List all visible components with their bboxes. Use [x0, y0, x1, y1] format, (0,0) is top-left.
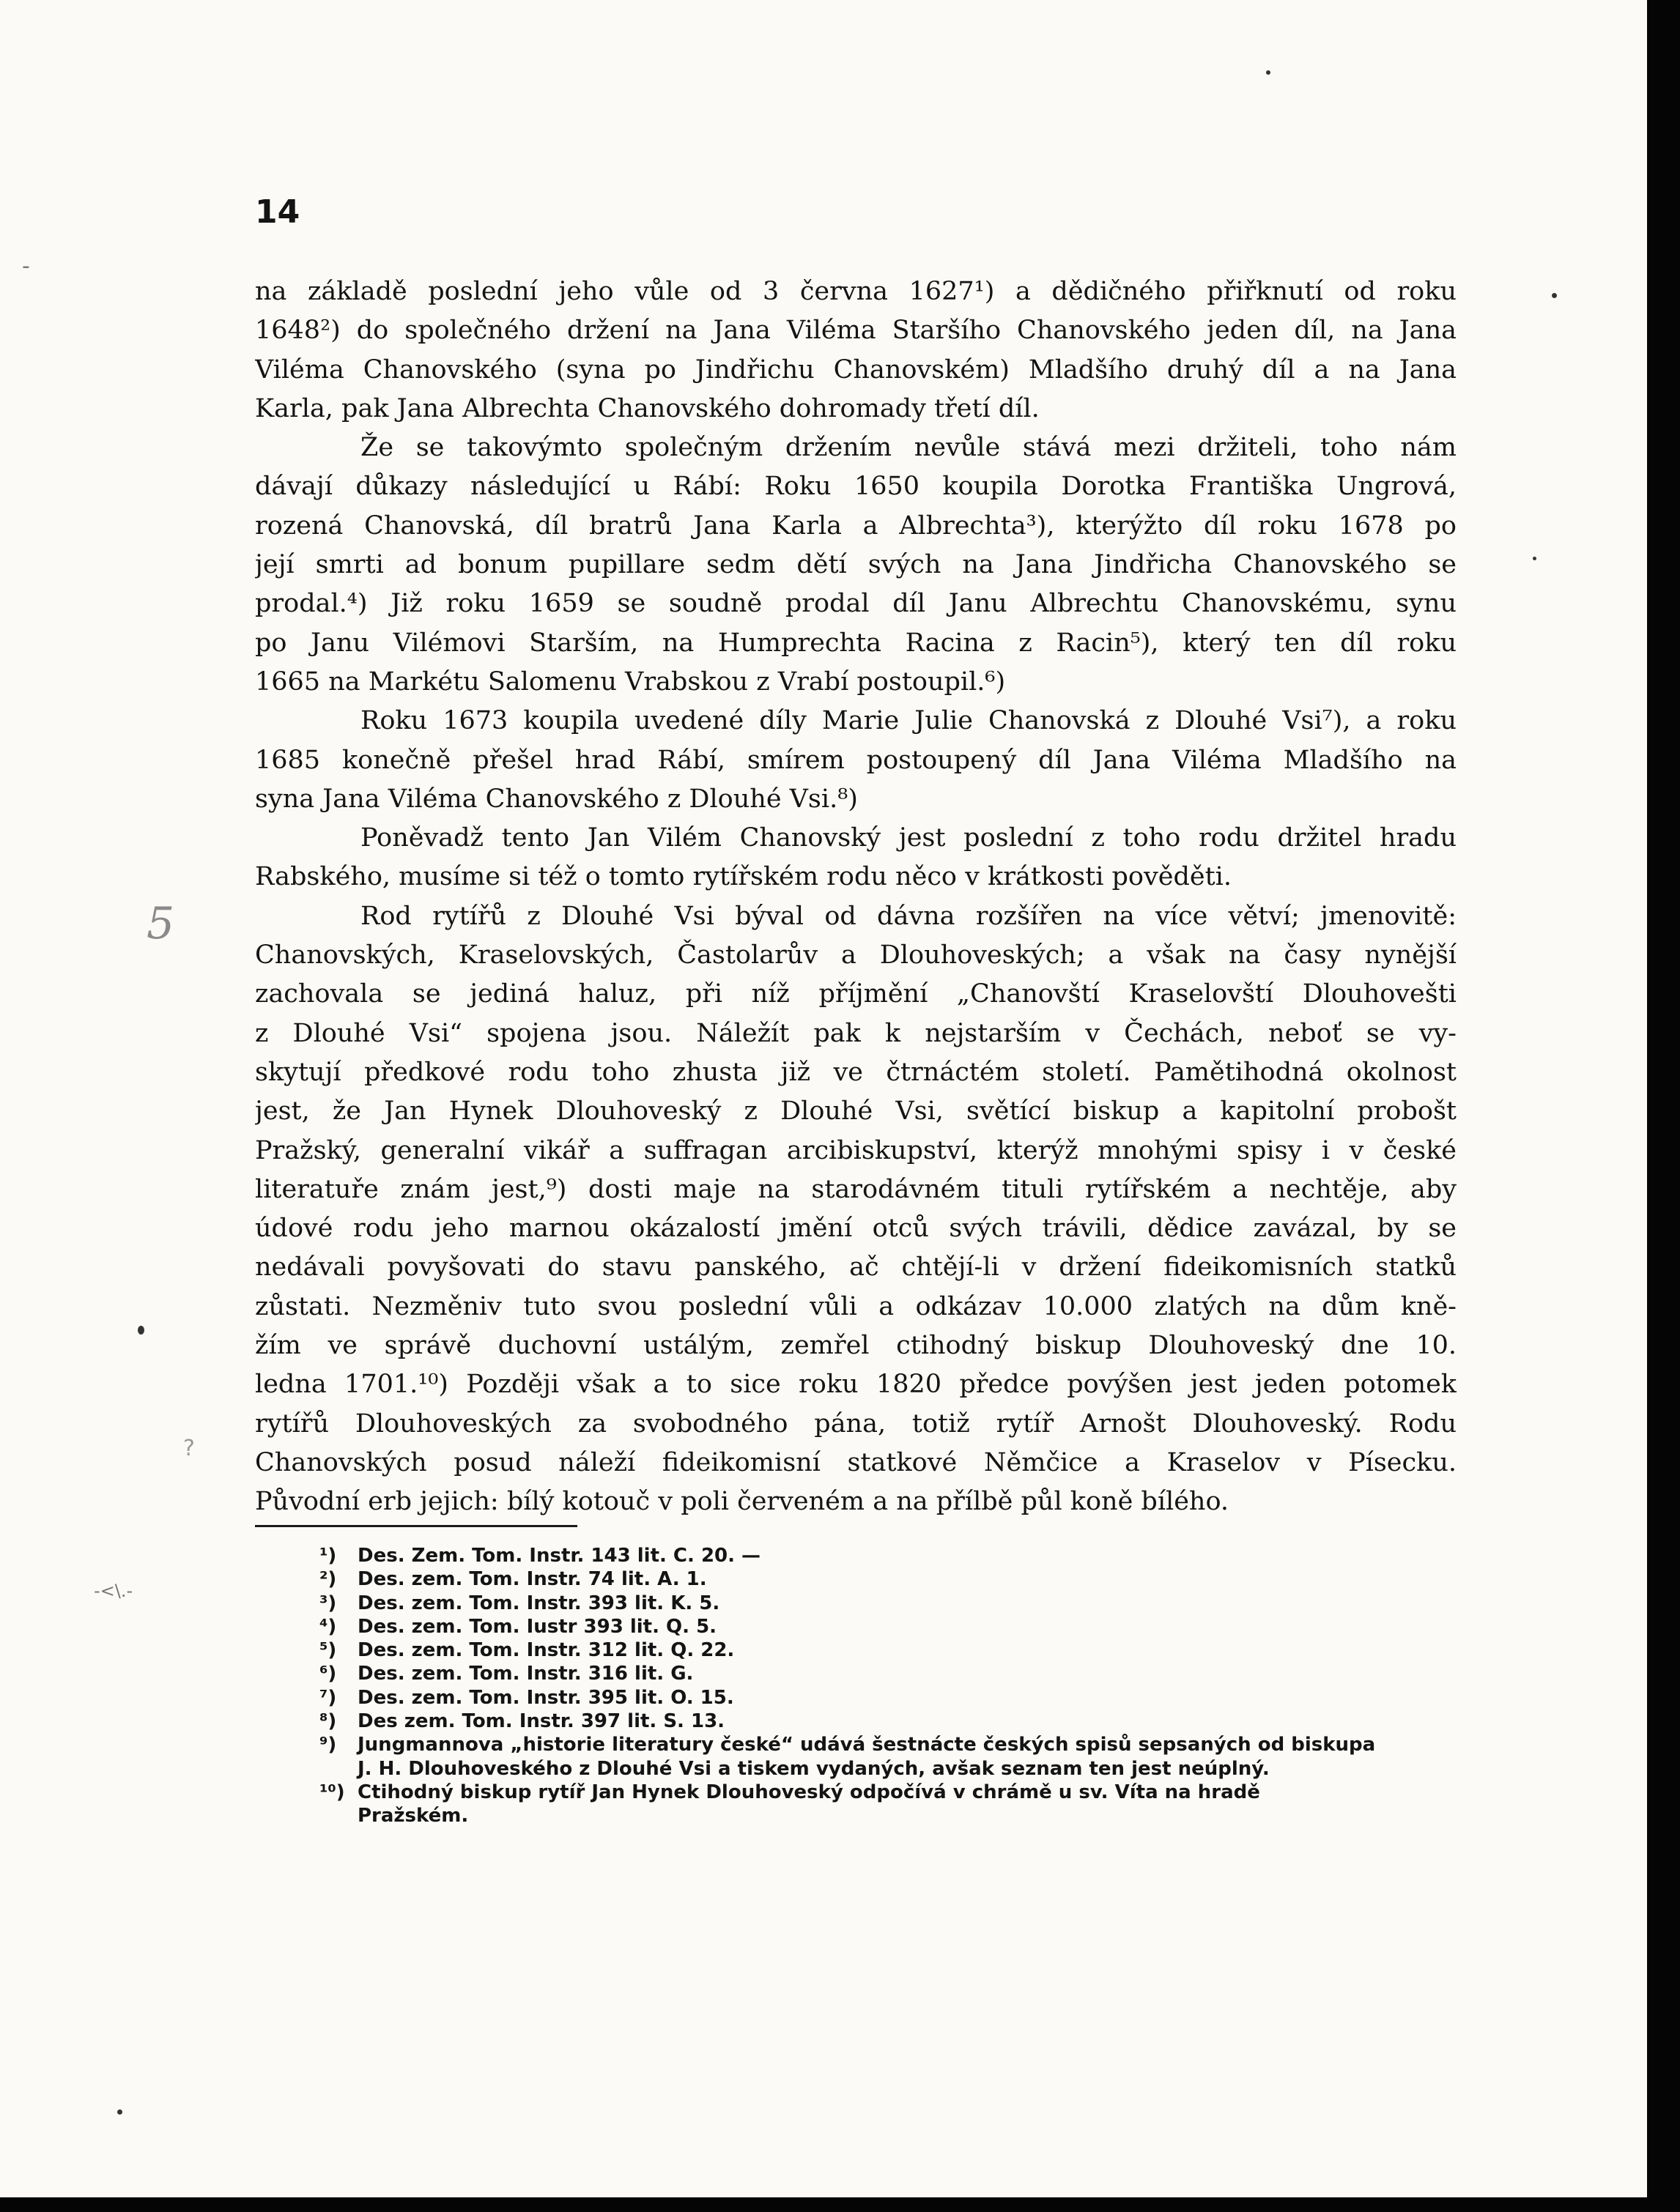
- footnote-text: Des. zem. Tom. Instr. 393 lit. K. 5.: [358, 1592, 720, 1614]
- footnote: [319, 1592, 1462, 1615]
- footnote: [319, 1781, 1462, 1804]
- text-line: rozená Chanovská, díl bratrů Jana Karla a Albrechta³), kterýžto díl roku 1678 po: [255, 511, 1457, 541]
- text-line: dávají důkazy následující u Rábí: Roku 1650 koupila Dorotka Františka Ungrová,: [255, 472, 1457, 502]
- text-line: Rabského, musíme si též o tomto rytířském rodu něco v krátkosti pověděti.: [255, 862, 1232, 892]
- scan-speck: [1533, 557, 1536, 560]
- text-line: prodal.⁴) Již roku 1659 se soudně prodal díl Janu Albrechtu Chanovskému, synu: [255, 589, 1457, 619]
- margin-handwritten-five: 5: [147, 898, 175, 949]
- text-line: rytířů Dlouhoveských za svobodného pána, totiž rytíř Arnošt Dlouhoveský. Rodu: [255, 1409, 1457, 1439]
- text-line: údové rodu jeho marnou okázalostí jmění otců svých trávili, dědice zavázal, by se: [255, 1214, 1457, 1244]
- footnote-text: Des. zem. Tom. Instr. 74 lit. A. 1.: [358, 1568, 707, 1591]
- text-line: z Dlouhé Vsi“ spojena jsou. Náležít pak k nejstarším v Čechách, neboť se vy-: [255, 1018, 1457, 1048]
- text-line: žím ve správě duchovní ustálým, zemřel ctihodný biskup Dlouhoveský dne 10.: [255, 1331, 1457, 1361]
- footnote-text: Des. Zem. Tom. Instr. 143 lit. C. 20. —: [358, 1545, 761, 1567]
- footnote: [319, 1615, 1462, 1638]
- footnote: [319, 1662, 1462, 1685]
- footnote-mark: ⁹): [319, 1734, 337, 1756]
- footnote-text: Des. zem. Tom. Instr. 316 lit. G.: [358, 1663, 694, 1685]
- text-line: syna Jana Viléma Chanovského z Dlouhé Vsi.⁸): [255, 784, 858, 814]
- paragraph: [255, 272, 1457, 428]
- text-line: Viléma Chanovského (syna po Jindřichu Chanovském) Mladšího druhý díl a na Jana: [255, 355, 1457, 385]
- text-line: její smrti ad bonum pupillare sedm dětí svých na Jana Jindřicha Chanovského se: [255, 550, 1457, 580]
- paragraph: [255, 897, 1457, 1522]
- footnote-mark: ¹): [319, 1545, 337, 1567]
- footnote-mark: ³): [319, 1592, 337, 1614]
- scan-speck: [1266, 70, 1270, 75]
- footnotes: [319, 1544, 1462, 1828]
- footnote-mark: ⁴): [319, 1615, 337, 1638]
- footnote-text-continued: J. H. Dlouhoveského z Dlouhé Vsi a tiskem vydaných, avšak seznam ten jest neúplný.: [358, 1757, 1270, 1780]
- text-line: 1685 konečně přešel hrad Rábí, smírem postoupený díl Jana Viléma Mladšího na: [255, 745, 1457, 775]
- paragraph: [255, 702, 1457, 819]
- footnote-text: Jungmannova „historie literatury české“ udává šestnácte českých spisů sepsaných od biskupa: [358, 1734, 1376, 1756]
- footnote-text: Des zem. Tom. Instr. 397 lit. S. 13.: [358, 1710, 725, 1733]
- text-line: literatuře znám jest,⁹) dosti maje na starodávném tituli rytířském a nechtěje, aby: [255, 1174, 1457, 1204]
- footnote: [319, 1544, 1462, 1567]
- footnote-mark: ⁷): [319, 1686, 337, 1709]
- text-line: Roku 1673 koupila uvedené díly Marie Julie Chanovská z Dlouhé Vsi⁷), a roku: [360, 706, 1457, 736]
- paragraph: [255, 428, 1457, 702]
- text-line: Že se takovýmto společným držením nevůle stává mezi držiteli, toho nám: [360, 433, 1457, 463]
- text-line: zachovala se jediná haluz, při níž příjmění „Chanovští Kraselovští Dlouhovešti: [255, 979, 1457, 1009]
- text-line: po Janu Vilémovi Starším, na Humprechta Racina z Racin⁵), který ten díl roku: [255, 628, 1457, 658]
- footnote-text: Des. zem. Tom. Instr. 312 lit. Q. 22.: [358, 1639, 735, 1662]
- footnote: [319, 1710, 1462, 1733]
- footnote: [319, 1638, 1462, 1662]
- footnote: [319, 1567, 1462, 1591]
- margin-question-mark: ?: [183, 1436, 195, 1461]
- scan-border-bottom: [0, 2197, 1680, 2212]
- text-line: nedávali povyšovati do stavu panského, ač chtějí-li v držení fideikomisních statků: [255, 1252, 1457, 1283]
- scan-speck: [1552, 293, 1557, 298]
- paragraph: [255, 819, 1457, 897]
- text-line: skytují předkové rodu toho zhusta již ve čtrnáctém století. Pamětihodná okolnost: [255, 1057, 1457, 1087]
- footnote-mark: ¹⁰): [319, 1781, 345, 1803]
- margin-dash-mark: -: [22, 253, 30, 279]
- margin-arrow-mark: -<\.-: [94, 1581, 133, 1601]
- text-line: ledna 1701.¹⁰) Později však a to sice roku 1820 předce povýšen jest jeden potomek: [255, 1370, 1457, 1400]
- text-line: Chanovských posud náleží fideikomisní statkové Němčice a Kraselov v Písecku.: [255, 1447, 1457, 1477]
- footnote: [319, 1733, 1462, 1756]
- text-line: Pražský, generalní vikář a suffragan arcibiskupství, kterýž mnohými spisy i v české: [255, 1135, 1457, 1165]
- footnote-mark: ⁸): [319, 1710, 337, 1733]
- text-line: 1665 na Markétu Salomenu Vrabskou z Vrabí postoupil.⁶): [255, 667, 1006, 697]
- scan-speck: [138, 1326, 144, 1335]
- footnote-mark: ⁶): [319, 1663, 337, 1685]
- footnote: [319, 1686, 1462, 1710]
- footnote-text-continued: Pražském.: [358, 1805, 469, 1827]
- text-line: Chanovských, Kraselovských, Častolarův a Dlouhoveských; a však na časy nynější: [255, 940, 1457, 970]
- footnote-text: Des. zem. Tom. Instr. 395 lit. O. 15.: [358, 1686, 734, 1709]
- text-line: jest, že Jan Hynek Dlouhoveský z Dlouhé Vsi, světící biskup a kapitolní probošt: [255, 1096, 1457, 1127]
- text-line: na základě poslední jeho vůle od 3 června 1627¹) a dědičného přiřknutí od roku: [255, 277, 1457, 306]
- footnote-text: Ctihodný biskup rytíř Jan Hynek Dlouhoveský odpočívá v chrámě u sv. Víta na hradě: [358, 1781, 1260, 1803]
- text-line: Karla, pak Jana Albrechta Chanovského dohromady třetí díl.: [255, 393, 1040, 423]
- text-line: Původní erb jejich: bílý kotouč v poli červeném a na přílbě půl koně bílého.: [255, 1487, 1229, 1517]
- footnote-mark: ⁵): [319, 1639, 337, 1662]
- text-line: zůstati. Nezměniv tuto svou poslední vůli a odkázav 10.000 zlatých na dům kně-: [255, 1291, 1457, 1321]
- footnote-divider: [255, 1525, 577, 1527]
- footnote-mark: ²): [319, 1568, 337, 1591]
- scan-border-right: [1647, 0, 1680, 2212]
- text-line: Rod rytířů z Dlouhé Vsi býval od dávna rozšířen na více větví; jmenovitě:: [360, 901, 1457, 931]
- body-text: [255, 272, 1457, 1522]
- scan-speck: [117, 2109, 122, 2115]
- page-number: 14: [255, 193, 300, 231]
- text-line: Poněvadž tento Jan Vilém Chanovský jest poslední z toho rodu držitel hradu: [360, 823, 1457, 853]
- text-line: 1648²) do společného držení na Jana Viléma Staršího Chanovského jeden díl, na Jana: [255, 316, 1457, 346]
- footnote-text: Des. zem. Tom. Iustr 393 lit. Q. 5.: [358, 1615, 717, 1638]
